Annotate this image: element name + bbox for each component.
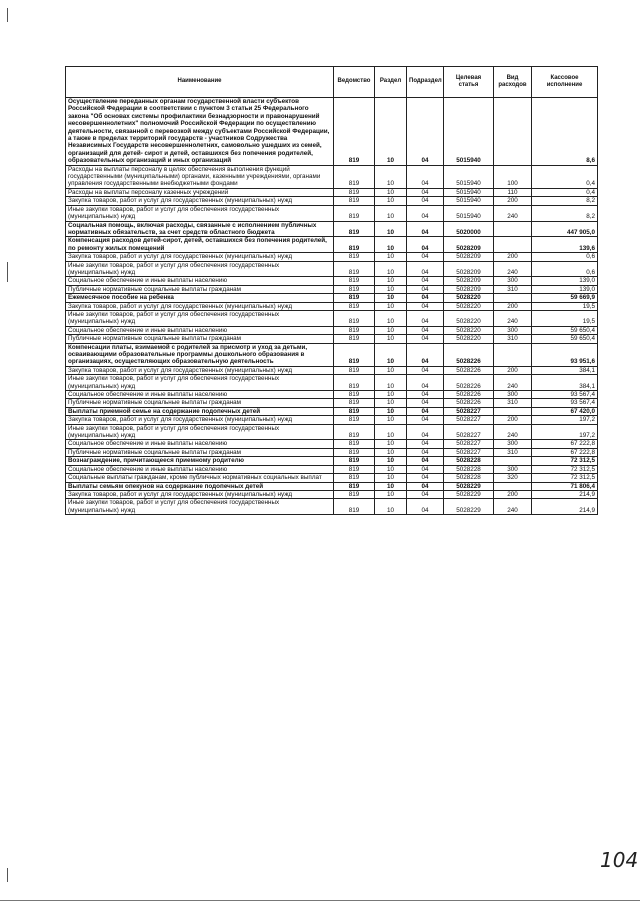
cell-subsection: 04 — [407, 457, 444, 465]
cell-amount: 384,1 — [532, 375, 598, 391]
cell-name: Закупка товаров, работ и услуг для государственных (муниципальных) нужд — [66, 302, 334, 310]
cell-name: Выплаты приемной семье на содержание подопечных детей — [66, 407, 334, 415]
cell-section: 10 — [375, 440, 407, 448]
cell-subsection: 04 — [407, 343, 444, 366]
table-row — [66, 465, 598, 473]
cell-target: 5028220 — [444, 302, 494, 310]
cell-dept: 819 — [334, 261, 375, 277]
cell-subsection: 04 — [407, 221, 444, 237]
cell-name: Социальные выплаты гражданам, кроме публичных нормативных социальных выплат — [66, 474, 334, 482]
cell-type — [494, 457, 532, 465]
cell-target: 5028220 — [444, 310, 494, 326]
cell-target: 5028226 — [444, 366, 494, 374]
cell-dept: 819 — [334, 294, 375, 302]
table-row — [66, 366, 598, 374]
table-row — [66, 448, 598, 456]
cell-target: 5015940 — [444, 205, 494, 221]
table-row — [66, 399, 598, 407]
cell-dept: 819 — [334, 399, 375, 407]
cell-type: 310 — [494, 399, 532, 407]
cell-type: 200 — [494, 253, 532, 261]
cell-amount: 67 222,8 — [532, 440, 598, 448]
cell-subsection: 04 — [407, 335, 444, 343]
cell-amount: 139,0 — [532, 277, 598, 285]
cell-dept: 819 — [334, 474, 375, 482]
cell-name: Социальное обеспечение и иные выплаты населению — [66, 277, 334, 285]
cell-name: Осуществление переданных органам государственной власти субъектов Российской Федерации в соответствии с пунктом 3 статьи 25 Федерального закона "Об основах системы профилактики безнадзорности и правонарушений несовершеннолетних" полномочий Российской Федерации по осуществлению деятельности, связанной с перевозкой между субъектами Российской Федерации, а также в пределах территорий государств - участников Содружества Независимых Государств несовершеннолетних, самовольно ушедших из семей, организаций для детей- сирот и детей, оставшихся без попечения родителей, образовательных организаций и иных организаций — [66, 98, 334, 166]
cell-target: 5028220 — [444, 335, 494, 343]
cell-section: 10 — [375, 277, 407, 285]
table-row — [66, 205, 598, 221]
cell-amount: 447 905,0 — [532, 221, 598, 237]
cell-name: Закупка товаров, работ и услуг для государственных (муниципальных) нужд — [66, 416, 334, 424]
cell-dept: 819 — [334, 440, 375, 448]
cell-section: 10 — [375, 366, 407, 374]
cell-section: 10 — [375, 253, 407, 261]
cell-amount: 139,6 — [532, 237, 598, 253]
cell-amount: 197,2 — [532, 416, 598, 424]
cell-dept: 819 — [334, 416, 375, 424]
cell-section: 10 — [375, 416, 407, 424]
cell-subsection: 04 — [407, 490, 444, 498]
cell-dept: 819 — [334, 499, 375, 515]
cell-name: Публичные нормативные социальные выплаты гражданам — [66, 285, 334, 293]
table-row — [66, 440, 598, 448]
cell-type: 200 — [494, 197, 532, 205]
cell-section: 10 — [375, 474, 407, 482]
cell-section: 10 — [375, 326, 407, 334]
cell-subsection: 04 — [407, 205, 444, 221]
cell-amount: 8,2 — [532, 197, 598, 205]
left-edge-mark-middle — [7, 262, 8, 282]
table-row — [66, 237, 598, 253]
cell-dept: 819 — [334, 188, 375, 196]
cell-subsection: 04 — [407, 499, 444, 515]
cell-dept: 819 — [334, 407, 375, 415]
table-row — [66, 285, 598, 293]
table-row — [66, 482, 598, 490]
cell-target: 5028226 — [444, 343, 494, 366]
cell-name: Иные закупки товаров, работ и услуг для обеспечения государственных (муниципальных) нужд — [66, 205, 334, 221]
cell-dept: 819 — [334, 482, 375, 490]
cell-subsection: 04 — [407, 310, 444, 326]
cell-name: Публичные нормативные социальные выплаты гражданам — [66, 335, 334, 343]
cell-type: 320 — [494, 474, 532, 482]
table-header-row — [66, 67, 598, 98]
cell-dept: 819 — [334, 310, 375, 326]
cell-name: Публичные нормативные социальные выплаты гражданам — [66, 399, 334, 407]
cell-type: 300 — [494, 326, 532, 334]
table-row — [66, 416, 598, 424]
cell-name: Расходы на выплаты персоналу в целях обеспечения выполнения функций государственными (муниципальными) органами, казенными учреждениями, органами управления государственными внебюджетными фондами — [66, 165, 334, 188]
cell-amount: 0,4 — [532, 165, 598, 188]
cell-name: Ежемесячное пособие на ребенка — [66, 294, 334, 302]
cell-target: 5028227 — [444, 416, 494, 424]
cell-name: Социальное обеспечение и иные выплаты населению — [66, 391, 334, 399]
cell-section: 10 — [375, 205, 407, 221]
cell-target: 5015940 — [444, 197, 494, 205]
cell-type: 100 — [494, 165, 532, 188]
cell-type — [494, 294, 532, 302]
cell-section: 10 — [375, 188, 407, 196]
header-type: Вид расходов — [494, 67, 532, 98]
cell-type: 240 — [494, 375, 532, 391]
cell-name: Публичные нормативные социальные выплаты гражданам — [66, 448, 334, 456]
cell-target: 5015940 — [444, 188, 494, 196]
table-row — [66, 343, 598, 366]
cell-target: 5028209 — [444, 285, 494, 293]
cell-subsection: 04 — [407, 277, 444, 285]
cell-name: Закупка товаров, работ и услуг для государственных (муниципальных) нужд — [66, 490, 334, 498]
cell-subsection: 04 — [407, 165, 444, 188]
cell-target: 5028220 — [444, 294, 494, 302]
table-row — [66, 375, 598, 391]
table-row — [66, 457, 598, 465]
cell-section: 10 — [375, 448, 407, 456]
cell-amount: 19,5 — [532, 310, 598, 326]
cell-dept: 819 — [334, 205, 375, 221]
cell-target: 5028227 — [444, 407, 494, 415]
cell-target: 5028209 — [444, 253, 494, 261]
table-row — [66, 424, 598, 440]
cell-amount: 197,2 — [532, 424, 598, 440]
cell-name: Закупка товаров, работ и услуг для государственных (муниципальных) нужд — [66, 253, 334, 261]
cell-name: Вознаграждение, причитающееся приемному родителю — [66, 457, 334, 465]
table-row — [66, 261, 598, 277]
cell-target: 5028209 — [444, 261, 494, 277]
cell-amount: 93 567,4 — [532, 391, 598, 399]
table-row — [66, 188, 598, 196]
cell-target: 5028228 — [444, 465, 494, 473]
table-row — [66, 221, 598, 237]
cell-type — [494, 237, 532, 253]
table-row — [66, 499, 598, 515]
cell-type — [494, 221, 532, 237]
left-edge-mark-top — [7, 8, 8, 22]
cell-dept: 819 — [334, 457, 375, 465]
cell-amount: 59 669,9 — [532, 294, 598, 302]
cell-target: 5015940 — [444, 165, 494, 188]
table-row — [66, 302, 598, 310]
cell-subsection: 04 — [407, 253, 444, 261]
cell-type — [494, 482, 532, 490]
table-row — [66, 490, 598, 498]
cell-amount: 8,6 — [532, 98, 598, 166]
cell-amount: 384,1 — [532, 366, 598, 374]
cell-name: Иные закупки товаров, работ и услуг для обеспечения государственных (муниципальных) нужд — [66, 499, 334, 515]
table-row — [66, 310, 598, 326]
cell-type: 200 — [494, 416, 532, 424]
cell-amount: 0,6 — [532, 253, 598, 261]
cell-amount: 59 650,4 — [532, 335, 598, 343]
cell-dept: 819 — [334, 237, 375, 253]
cell-section: 10 — [375, 294, 407, 302]
cell-subsection: 04 — [407, 98, 444, 166]
cell-dept: 819 — [334, 335, 375, 343]
cell-section: 10 — [375, 499, 407, 515]
header-amount: Кассовое исполнение — [532, 67, 598, 98]
cell-name: Закупка товаров, работ и услуг для государственных (муниципальных) нужд — [66, 366, 334, 374]
table-row — [66, 294, 598, 302]
cell-section: 10 — [375, 98, 407, 166]
cell-type — [494, 343, 532, 366]
cell-target: 5028209 — [444, 237, 494, 253]
cell-amount: 67 420,0 — [532, 407, 598, 415]
cell-amount: 139,0 — [532, 285, 598, 293]
cell-target: 5028229 — [444, 499, 494, 515]
cell-dept: 819 — [334, 326, 375, 334]
cell-subsection: 04 — [407, 197, 444, 205]
cell-amount: 0,4 — [532, 188, 598, 196]
cell-subsection: 04 — [407, 407, 444, 415]
cell-type: 240 — [494, 310, 532, 326]
table-row — [66, 197, 598, 205]
cell-dept: 819 — [334, 343, 375, 366]
cell-type: 200 — [494, 302, 532, 310]
cell-target: 5028228 — [444, 474, 494, 482]
cell-section: 10 — [375, 465, 407, 473]
cell-type: 200 — [494, 366, 532, 374]
cell-section: 10 — [375, 424, 407, 440]
cell-name: Иные закупки товаров, работ и услуг для обеспечения государственных (муниципальных) нужд — [66, 310, 334, 326]
cell-name: Социальное обеспечение и иные выплаты населению — [66, 326, 334, 334]
cell-target: 5020000 — [444, 221, 494, 237]
cell-type: 200 — [494, 490, 532, 498]
cell-amount: 72 312,5 — [532, 474, 598, 482]
cell-section: 10 — [375, 399, 407, 407]
cell-subsection: 04 — [407, 294, 444, 302]
table-row — [66, 326, 598, 334]
cell-amount: 72 312,5 — [532, 465, 598, 473]
cell-target: 5028227 — [444, 448, 494, 456]
cell-subsection: 04 — [407, 326, 444, 334]
cell-section: 10 — [375, 197, 407, 205]
cell-type: 240 — [494, 499, 532, 515]
cell-amount: 214,9 — [532, 490, 598, 498]
cell-name: Компенсация расходов детей-сирот, детей, оставшихся без попечения родителей, по ремонту жилых помещений — [66, 237, 334, 253]
cell-amount: 71 806,4 — [532, 482, 598, 490]
cell-name: Иные закупки товаров, работ и услуг для обеспечения государственных (муниципальных) нужд — [66, 424, 334, 440]
cell-dept: 819 — [334, 302, 375, 310]
table-row — [66, 277, 598, 285]
table-row — [66, 165, 598, 188]
cell-subsection: 04 — [407, 465, 444, 473]
cell-section: 10 — [375, 457, 407, 465]
table-row — [66, 391, 598, 399]
cell-amount: 59 650,4 — [532, 326, 598, 334]
cell-subsection: 04 — [407, 424, 444, 440]
cell-dept: 819 — [334, 375, 375, 391]
cell-subsection: 04 — [407, 366, 444, 374]
cell-dept: 819 — [334, 424, 375, 440]
cell-dept: 819 — [334, 197, 375, 205]
cell-name: Социальное обеспечение и иные выплаты населению — [66, 465, 334, 473]
cell-subsection: 04 — [407, 416, 444, 424]
cell-name: Закупка товаров, работ и услуг для государственных (муниципальных) нужд — [66, 197, 334, 205]
cell-amount: 8,2 — [532, 205, 598, 221]
table-row — [66, 253, 598, 261]
cell-section: 10 — [375, 490, 407, 498]
left-edge-mark-bottom — [7, 868, 8, 882]
cell-subsection: 04 — [407, 188, 444, 196]
cell-type: 310 — [494, 285, 532, 293]
cell-name: Социальное обеспечение и иные выплаты населению — [66, 440, 334, 448]
cell-section: 10 — [375, 302, 407, 310]
cell-dept: 819 — [334, 221, 375, 237]
cell-target: 5028226 — [444, 399, 494, 407]
cell-name: Социальная помощь, включая расходы, связанные с исполнением публичных нормативных обязательств, за счет средств областного бюджета — [66, 221, 334, 237]
cell-target: 5028228 — [444, 457, 494, 465]
cell-section: 10 — [375, 165, 407, 188]
cell-type: 240 — [494, 205, 532, 221]
cell-target: 5015940 — [444, 98, 494, 166]
cell-section: 10 — [375, 343, 407, 366]
cell-type: 240 — [494, 261, 532, 277]
cell-subsection: 04 — [407, 302, 444, 310]
table-row — [66, 474, 598, 482]
cell-type: 310 — [494, 335, 532, 343]
cell-name: Иные закупки товаров, работ и услуг для обеспечения государственных (муниципальных) нужд — [66, 375, 334, 391]
cell-section: 10 — [375, 335, 407, 343]
cell-section: 10 — [375, 391, 407, 399]
cell-section: 10 — [375, 375, 407, 391]
cell-section: 10 — [375, 221, 407, 237]
cell-subsection: 04 — [407, 237, 444, 253]
cell-type: 300 — [494, 440, 532, 448]
cell-dept: 819 — [334, 253, 375, 261]
cell-name: Иные закупки товаров, работ и услуг для обеспечения государственных (муниципальных) нужд — [66, 261, 334, 277]
cell-subsection: 04 — [407, 399, 444, 407]
bottom-divider — [0, 900, 640, 901]
cell-dept: 819 — [334, 277, 375, 285]
cell-dept: 819 — [334, 391, 375, 399]
cell-target: 5028229 — [444, 482, 494, 490]
table-row — [66, 335, 598, 343]
cell-dept: 819 — [334, 366, 375, 374]
cell-target: 5028229 — [444, 490, 494, 498]
cell-type: 300 — [494, 391, 532, 399]
cell-amount: 67 222,8 — [532, 448, 598, 456]
cell-name: Расходы на выплаты персоналу казенных учреждений — [66, 188, 334, 196]
cell-section: 10 — [375, 261, 407, 277]
cell-dept: 819 — [334, 98, 375, 166]
cell-section: 10 — [375, 310, 407, 326]
cell-subsection: 04 — [407, 391, 444, 399]
cell-section: 10 — [375, 482, 407, 490]
cell-type — [494, 407, 532, 415]
cell-section: 10 — [375, 407, 407, 415]
cell-dept: 819 — [334, 165, 375, 188]
cell-subsection: 04 — [407, 375, 444, 391]
budget-table — [65, 66, 598, 515]
cell-name: Компенсации платы, взимаемой с родителей за присмотр и уход за детьми, осваивающими образовательные программы дошкольного образования в организациях, осуществляющих образовательную деятельность — [66, 343, 334, 366]
cell-type — [494, 98, 532, 166]
cell-dept: 819 — [334, 490, 375, 498]
cell-subsection: 04 — [407, 482, 444, 490]
cell-target: 5028227 — [444, 440, 494, 448]
cell-type: 300 — [494, 465, 532, 473]
cell-amount: 19,5 — [532, 302, 598, 310]
cell-subsection: 04 — [407, 285, 444, 293]
cell-target: 5028227 — [444, 424, 494, 440]
cell-target: 5028220 — [444, 326, 494, 334]
cell-subsection: 04 — [407, 440, 444, 448]
cell-type: 310 — [494, 448, 532, 456]
cell-type: 240 — [494, 424, 532, 440]
cell-target: 5028209 — [444, 277, 494, 285]
cell-amount: 72 312,5 — [532, 457, 598, 465]
cell-target: 5028226 — [444, 391, 494, 399]
table-row — [66, 98, 598, 166]
cell-section: 10 — [375, 237, 407, 253]
table-row — [66, 407, 598, 415]
cell-dept: 819 — [334, 285, 375, 293]
cell-section: 10 — [375, 285, 407, 293]
cell-subsection: 04 — [407, 474, 444, 482]
cell-name: Выплаты семьям опекунов на содержание подопечных детей — [66, 482, 334, 490]
cell-amount: 0,6 — [532, 261, 598, 277]
cell-amount: 93 567,4 — [532, 399, 598, 407]
cell-amount: 214,9 — [532, 499, 598, 515]
cell-subsection: 04 — [407, 448, 444, 456]
header-subsection: Подраздел — [407, 67, 444, 98]
header-target: Целевая статья — [444, 67, 494, 98]
cell-type: 300 — [494, 277, 532, 285]
table-body — [66, 98, 598, 515]
header-name: Наименование — [66, 67, 334, 98]
cell-target: 5028226 — [444, 375, 494, 391]
cell-amount: 93 951,6 — [532, 343, 598, 366]
cell-subsection: 04 — [407, 261, 444, 277]
header-dept: Ведомство — [334, 67, 375, 98]
header-section: Раздел — [375, 67, 407, 98]
cell-type: 110 — [494, 188, 532, 196]
cell-dept: 819 — [334, 448, 375, 456]
page-number: 104 — [600, 848, 639, 872]
cell-dept: 819 — [334, 465, 375, 473]
